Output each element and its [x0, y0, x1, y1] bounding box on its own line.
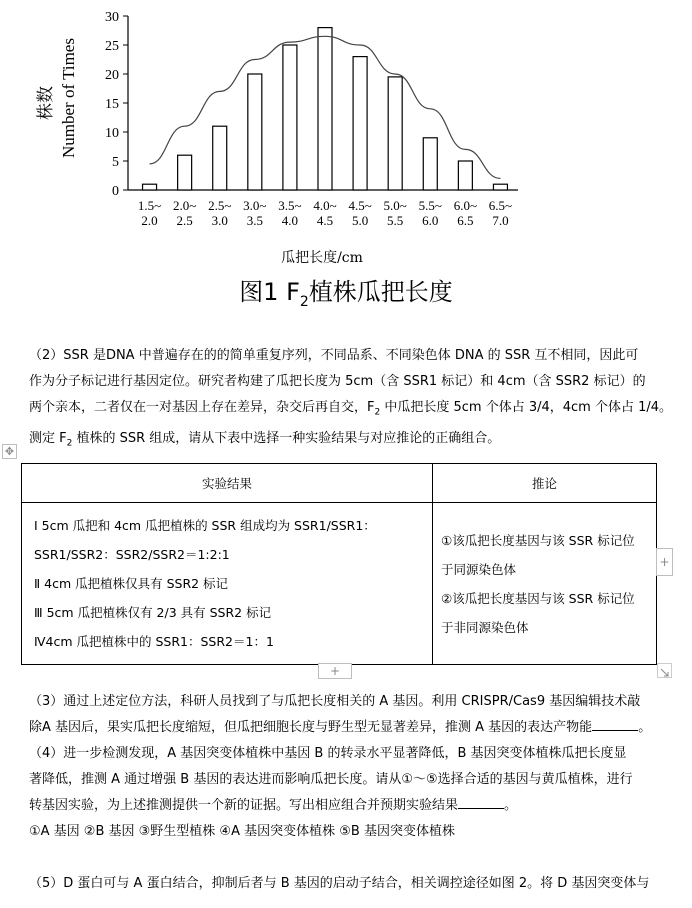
- inference-line: ①该瓜把长度基因与该 SSR 标记位: [441, 532, 635, 548]
- inference-line: 于非同源染色体: [441, 619, 529, 635]
- question-2-paragraph: [29, 343, 673, 456]
- x-tick-label: 3.0: [211, 213, 228, 228]
- add-row-button[interactable]: +: [318, 663, 352, 679]
- q2-line: （2）SSR 是DNA 中普遍存在的的简单重复序列，不同品系、不同染色体 DNA 的 SSR 互不相同，因此可: [29, 348, 639, 363]
- q4-line: 著降低，推测 A 通过增强 B 基因的表达进而影响瓜把长度。请从①～⑤选择合适的基因与黄瓜植株，进行: [29, 772, 633, 787]
- question-3-paragraph: [29, 689, 669, 741]
- q4-line: （4）进一步检测发现，A 基因突变体植株中基因 B 的转录水平显著降低，B 基因突变体植株瓜把长度显: [29, 746, 627, 761]
- x-tick-label: 2.0: [141, 213, 158, 228]
- answer-blank[interactable]: [592, 718, 638, 731]
- table-move-handle-icon[interactable]: ✥: [2, 444, 17, 459]
- result-line: Ⅰ 5cm 瓜把和 4cm 瓜把植株的 SSR 组成均为 SSR1/SSR1：: [34, 518, 376, 533]
- header-inference: 推论: [433, 464, 657, 503]
- q3-line: （3）通过上述定位方法，科研人员找到了与瓜把长度相关的 A 基因。利用 CRISPR/Cas9 基因编辑技术敲: [29, 694, 641, 709]
- y-tick-label: 10: [105, 126, 119, 141]
- y-axis-label-cn: 株数: [36, 86, 56, 120]
- q3-line: 除A 基因后，果实瓜把长度缩短，但瓜把细胞长度与野生型无显著差异，推测 A 基因的表达产物能 。: [29, 720, 652, 735]
- bar: [353, 57, 367, 190]
- x-tick-label: 6.0: [422, 213, 439, 228]
- x-tick-label: 3.5~: [278, 198, 302, 213]
- bar: [318, 28, 332, 190]
- table-resize-handle-icon[interactable]: [657, 663, 672, 678]
- inference-line: 于同源染色体: [441, 561, 517, 577]
- y-tick-label: 30: [105, 10, 119, 25]
- x-tick-label: 6.0~: [453, 198, 478, 213]
- y-tick-label: 20: [105, 68, 119, 83]
- bar: [143, 184, 157, 190]
- x-tick-label: 3.5: [246, 213, 263, 228]
- x-tick-label: 6.5~: [488, 198, 513, 213]
- q4-options: ①A 基因 ②B 基因 ③野生型植株 ④A 基因突变体植株 ⑤B 基因突变体植株: [29, 824, 455, 839]
- x-tick-label: 4.5~: [348, 198, 372, 213]
- x-tick-label: 5.5: [387, 213, 404, 228]
- results-inference-table: [21, 463, 657, 665]
- q2-line: 测定 $F_2$ 植株的 SSR 组成，请从下表中选择一种实验结果与对应推论的正确组合。: [29, 430, 501, 449]
- bar: [458, 161, 472, 190]
- x-tick-label: 2.0~: [172, 198, 197, 213]
- y-tick-label: 0: [112, 184, 119, 199]
- x-tick-label: 4.0: [281, 213, 299, 228]
- x-tick-label: 7.0: [492, 213, 509, 228]
- add-column-button[interactable]: +: [656, 548, 673, 576]
- x-tick-label: 4.0~: [313, 198, 337, 213]
- q2-line: 两个亲本，二者仅在一对基因上存在差异，杂交后再自交，$F_2$ 中瓜把长度 5cm 个体占 3/4，4cm 个体占 1/4。: [29, 400, 673, 418]
- x-tick-label: 3.0~: [243, 198, 267, 213]
- x-tick-label: 4.5: [316, 213, 334, 228]
- q4-line: 转基因实验，为上述推测提供一个新的证据。写出相应组合并预期实验结果 。: [29, 798, 518, 813]
- answer-blank[interactable]: [458, 796, 504, 809]
- x-tick-label: 5.0~: [383, 198, 407, 213]
- x-tick-label: 6.5: [457, 213, 474, 228]
- y-axis-label-en: Number of Times: [59, 38, 78, 158]
- y-tick-label: 5: [112, 155, 119, 170]
- bar: [213, 126, 227, 190]
- header-results: 实验结果: [22, 464, 433, 503]
- y-tick-label: 15: [105, 97, 119, 112]
- result-line: SSR1/SSR2：SSR2/SSR2＝1:2:1: [34, 547, 230, 562]
- x-tick-label: 5.0: [351, 213, 369, 228]
- x-axis-label: 瓜把长度/cm: [281, 250, 363, 266]
- x-tick-label: 1.5~: [137, 198, 162, 213]
- x-tick-label: 5.5~: [418, 198, 442, 213]
- inference-cell: [433, 503, 657, 665]
- inference-line: ②该瓜把长度基因与该 SSR 标记位: [441, 590, 635, 606]
- question-5-paragraph: [29, 871, 669, 897]
- question-4-paragraph: [29, 741, 669, 845]
- result-line: Ⅲ 5cm 瓜把植株仅有 2/3 具有 SSR2 标记: [34, 605, 272, 620]
- result-line: Ⅱ 4cm 瓜把植株仅具有 SSR2 标记: [34, 576, 229, 591]
- histogram-chart: [0, 0, 692, 272]
- figure-caption: 图1 $F_2$植株瓜把长度: [239, 278, 453, 310]
- y-tick-label: 25: [105, 39, 119, 54]
- table-header-row: [22, 464, 657, 503]
- bar: [423, 138, 437, 190]
- result-line: Ⅳ4cm 瓜把植株中的 SSR1：SSR2＝1：1: [34, 634, 274, 649]
- x-tick-label: 2.5~: [208, 198, 232, 213]
- q2-line: 作为分子标记进行基因定位。研究者构建了瓜把长度为 5cm（含 SSR1 标记）和 4cm（含 SSR2 标记）的: [29, 374, 646, 389]
- bar: [178, 155, 192, 190]
- results-cell: [22, 503, 433, 665]
- bar: [283, 45, 297, 190]
- bar: [388, 77, 402, 190]
- q5-line: （5）D 蛋白可与 A 蛋白结合，抑制后者与 B 基因的启动子结合，相关调控途径如图 2。将 D 基因突变体与: [29, 876, 650, 891]
- bar: [248, 74, 262, 190]
- x-tick-label: 2.5: [176, 213, 193, 228]
- bar: [493, 184, 507, 190]
- table-row: [22, 503, 657, 665]
